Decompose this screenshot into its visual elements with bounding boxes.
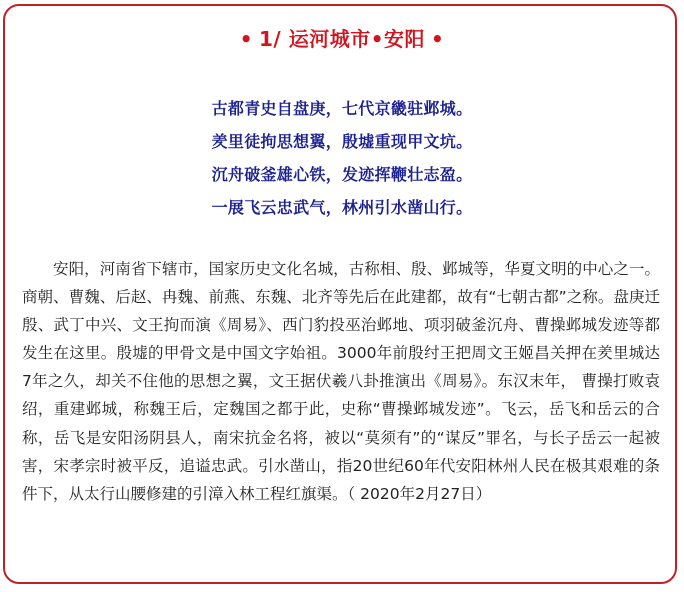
section-title bbox=[0, 26, 684, 52]
poem-line: 古都青史自盘庚，七代京畿驻邺城。 bbox=[211, 99, 473, 118]
title-text: 1/ 运河城市•安阳 bbox=[259, 27, 425, 51]
poem-line: 一展飞云忠武气，林州引水凿山行。 bbox=[211, 198, 473, 217]
title-bullet-left: • bbox=[239, 27, 254, 51]
poem bbox=[0, 96, 684, 228]
poem-line: 羑里徒拘思想翼，殷墟重现甲文坑。 bbox=[211, 132, 473, 151]
title-bullet-right: • bbox=[430, 27, 445, 51]
article-paragraph: 安阳，河南省下辖市，国家历史文化名城，古称相、殷、邺城等，华夏文明的中心之一。商朝、曹魏、后赵、冉魏、前燕、东魏、北齐等先后在此建都，故有“七朝古都”之称。盘庚迁殷、武丁中兴、文王拘而演《周易》、西门豹投巫治邺地、项羽破釜沉舟、曹操邺城发迹等都发生在这里。殷墟的甲骨文是中国文字始祖。3000年前殷纣王把周文王姬昌关押在羑里城达7年之久，却关不住他的思想之翼，文王据伏羲八卦推演出《周易》。东汉末年， 曹操打败袁绍，重建邺城，称魏王后，定魏国之都于此，史称“曹操邺城发迹”。飞云，岳飞和岳云的合称，岳飞是安阳汤阴县人，南宋抗金名将，被以“莫须有”的“谋反”罪名，与长子岳云一起被害，宋孝宗时被平反，追谥忠武。引水凿山，指20世纪60年代安阳林州人民在极其艰难的条件下，从太行山腰修建的引漳入林工程红旗渠。（ 2020年2月27日） bbox=[22, 260, 660, 503]
poem-line: 沉舟破釜雄心铁，发迹挥鞭壮志盈。 bbox=[211, 165, 473, 184]
